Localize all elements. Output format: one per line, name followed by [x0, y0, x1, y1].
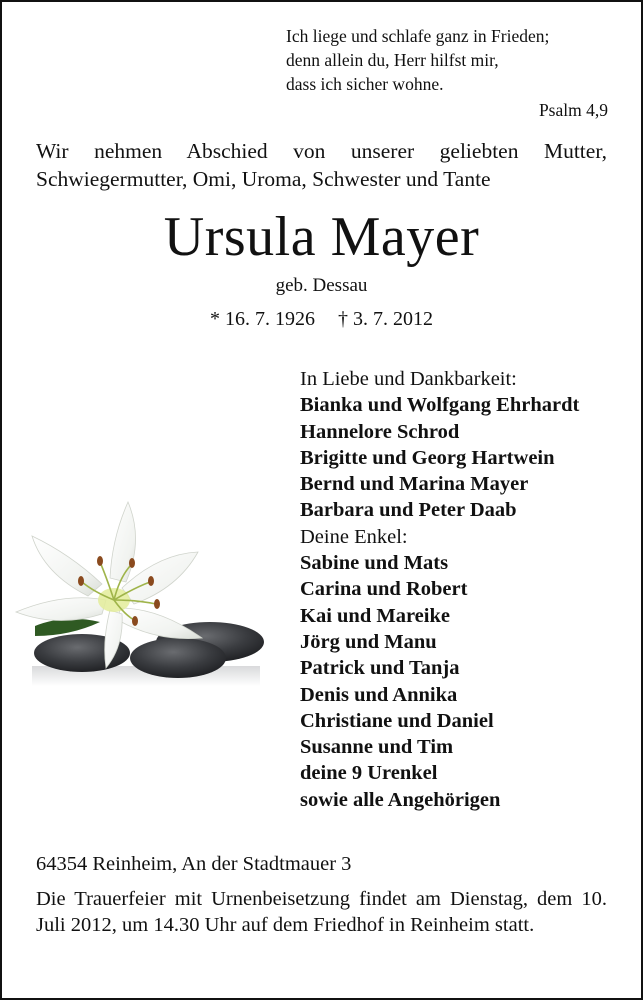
address: 64354 Reinheim, An der Stadtmauer 3	[36, 853, 352, 875]
psalm-reference: Psalm 4,9	[538, 100, 608, 120]
mourner-name: sowie alle Angehörigen	[300, 788, 501, 811]
mourner-name: Hannelore Schrod	[300, 420, 460, 443]
mourner-name: Carina und Robert	[300, 578, 468, 601]
mourner-name: Bernd und Marina Mayer	[300, 473, 529, 496]
birth-date: * 16. 7. 1926	[210, 308, 315, 330]
psalm-quote	[286, 24, 608, 122]
mourner-name: deine 9 Urenkel	[300, 762, 438, 785]
lily-on-stones-icon	[10, 496, 270, 691]
farewell-intro: Wir nehmen Abschied von unserer geliebten Mutter, Schwiegermutter, Omi, Uroma, Schwester und Tante	[36, 139, 607, 191]
mourner-name: Patrick und Tanja	[300, 657, 460, 680]
mourner-name: Christiane und Daniel	[300, 709, 494, 732]
mourner-name: Jörg und Manu	[300, 630, 437, 653]
mourner-name: Kai und Mareike	[300, 604, 450, 627]
death-date: † 3. 7. 2012	[338, 308, 433, 330]
birth-name: geb. Dessau	[275, 275, 368, 296]
mourner-name: Brigitte und Georg Hartwein	[300, 446, 555, 469]
life-dates	[0, 305, 643, 333]
psalm-line: Ich liege und schlafe ganz in Frieden;	[286, 26, 550, 46]
psalm-line: denn allein du, Herr hilfst mir,	[286, 50, 499, 70]
mourners-list	[300, 366, 620, 813]
deceased-name: Ursula Mayer	[163, 206, 480, 268]
mourner-name: Denis und Annika	[300, 683, 458, 706]
psalm-line: dass ich sicher wohne.	[286, 74, 444, 94]
mourner-name: Bianka und Wolfgang Ehrhardt	[300, 394, 580, 417]
mourner-name: Sabine und Mats	[300, 552, 449, 575]
mourner-name: Susanne und Tim	[300, 736, 454, 759]
mourner-name: Barbara und Peter Daab	[300, 499, 517, 522]
mourners-heading: In Liebe und Dankbarkeit:	[300, 368, 517, 390]
mourners-heading: Deine Enkel:	[300, 525, 408, 548]
ceremony-info: Die Trauerfeier mit Urnenbeisetzung findet am Dienstag, dem 10. Juli 2012, um 14.30 Uhr auf dem Friedhof in Reinheim statt.	[36, 888, 607, 936]
